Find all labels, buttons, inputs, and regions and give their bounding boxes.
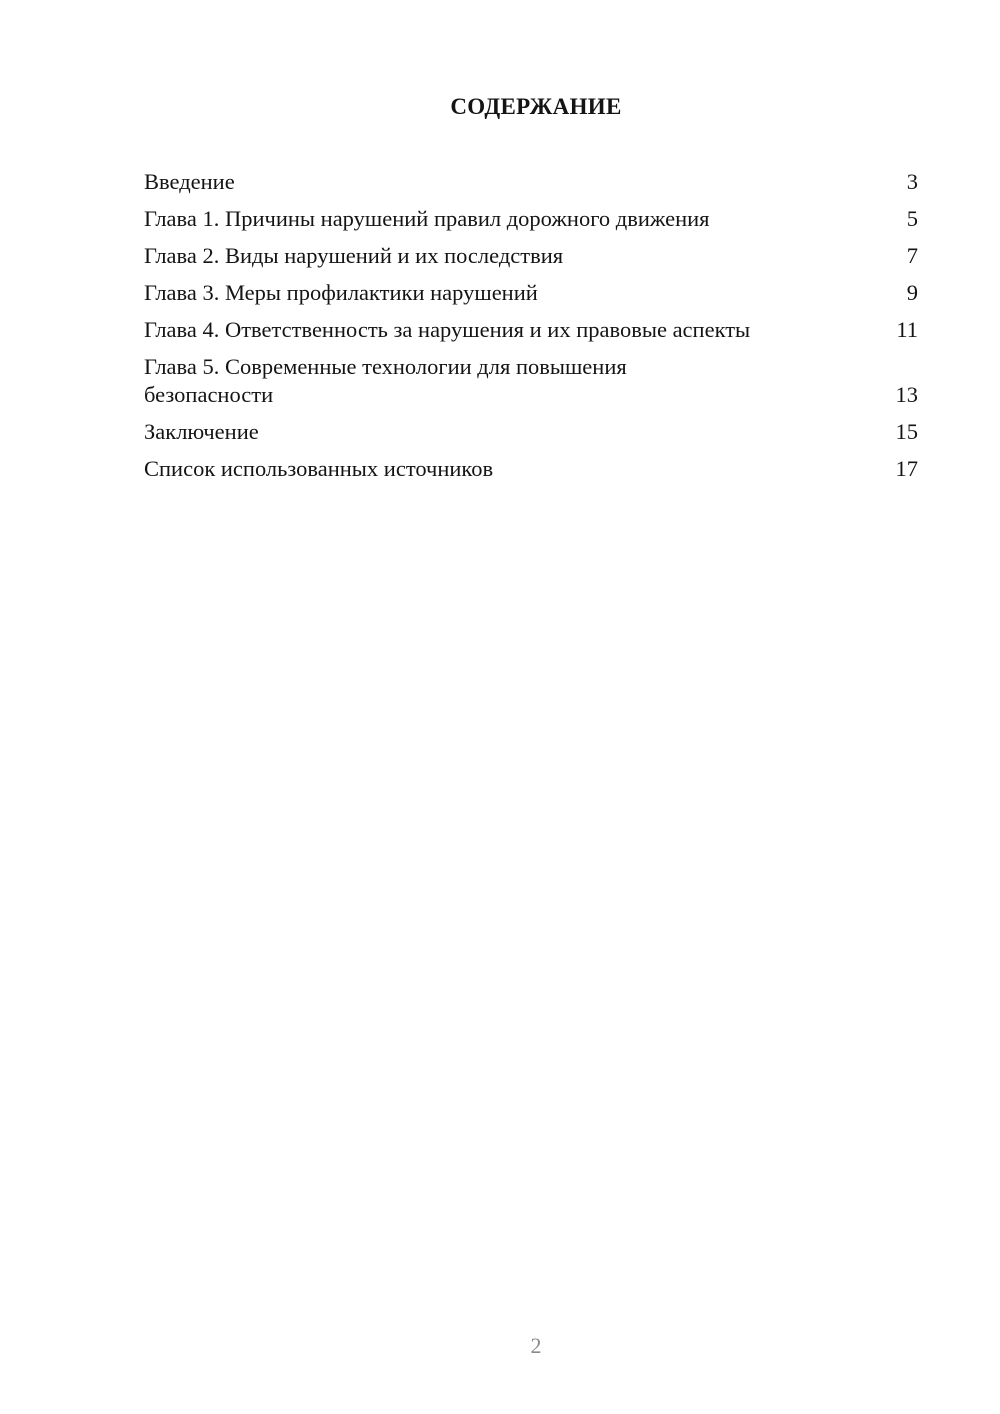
toc-entry-page: 17 — [895, 456, 918, 481]
toc-entry-page: 11 — [896, 317, 918, 342]
toc-entry-page: 9 — [906, 280, 918, 305]
toc-entry-label: Список использованных источников — [144, 456, 494, 481]
toc-entry-chapter-3 — [144, 279, 918, 307]
toc-entry-conclusion — [144, 418, 918, 446]
toc-entry-chapter-2 — [144, 242, 918, 270]
toc-entry-label: Введение — [144, 169, 235, 194]
toc-entry-label: Глава 2. Виды нарушений и их последствия — [144, 243, 564, 268]
toc-entry-label: Глава 5. Современные технологии для повышения безопасности — [144, 354, 627, 407]
toc-entry-page: 5 — [906, 206, 918, 231]
toc-entry-chapter-1 — [144, 205, 918, 233]
toc-entry-page: 3 — [906, 169, 918, 194]
toc-entry-chapter-5 — [144, 353, 918, 409]
page-number: 2 — [530, 1333, 542, 1358]
toc-entry-label: Глава 1. Причины нарушений правил дорожного движения — [144, 206, 710, 231]
toc-entry-label: Заключение — [144, 419, 259, 444]
toc-entry-page: 7 — [906, 243, 918, 268]
toc-entry-label: Глава 4. Ответственность за нарушения и их правовые аспекты — [144, 317, 751, 342]
toc-entry-label: Глава 3. Меры профилактики нарушений — [144, 280, 538, 305]
toc-entry-page: 15 — [895, 419, 918, 444]
toc-entry-chapter-4 — [144, 316, 918, 344]
table-of-contents — [144, 168, 918, 492]
toc-entry-references — [144, 455, 918, 483]
toc-title: СОДЕРЖАНИЕ — [450, 94, 622, 119]
toc-entry-introduction — [144, 168, 918, 196]
toc-entry-page: 13 — [895, 382, 918, 407]
